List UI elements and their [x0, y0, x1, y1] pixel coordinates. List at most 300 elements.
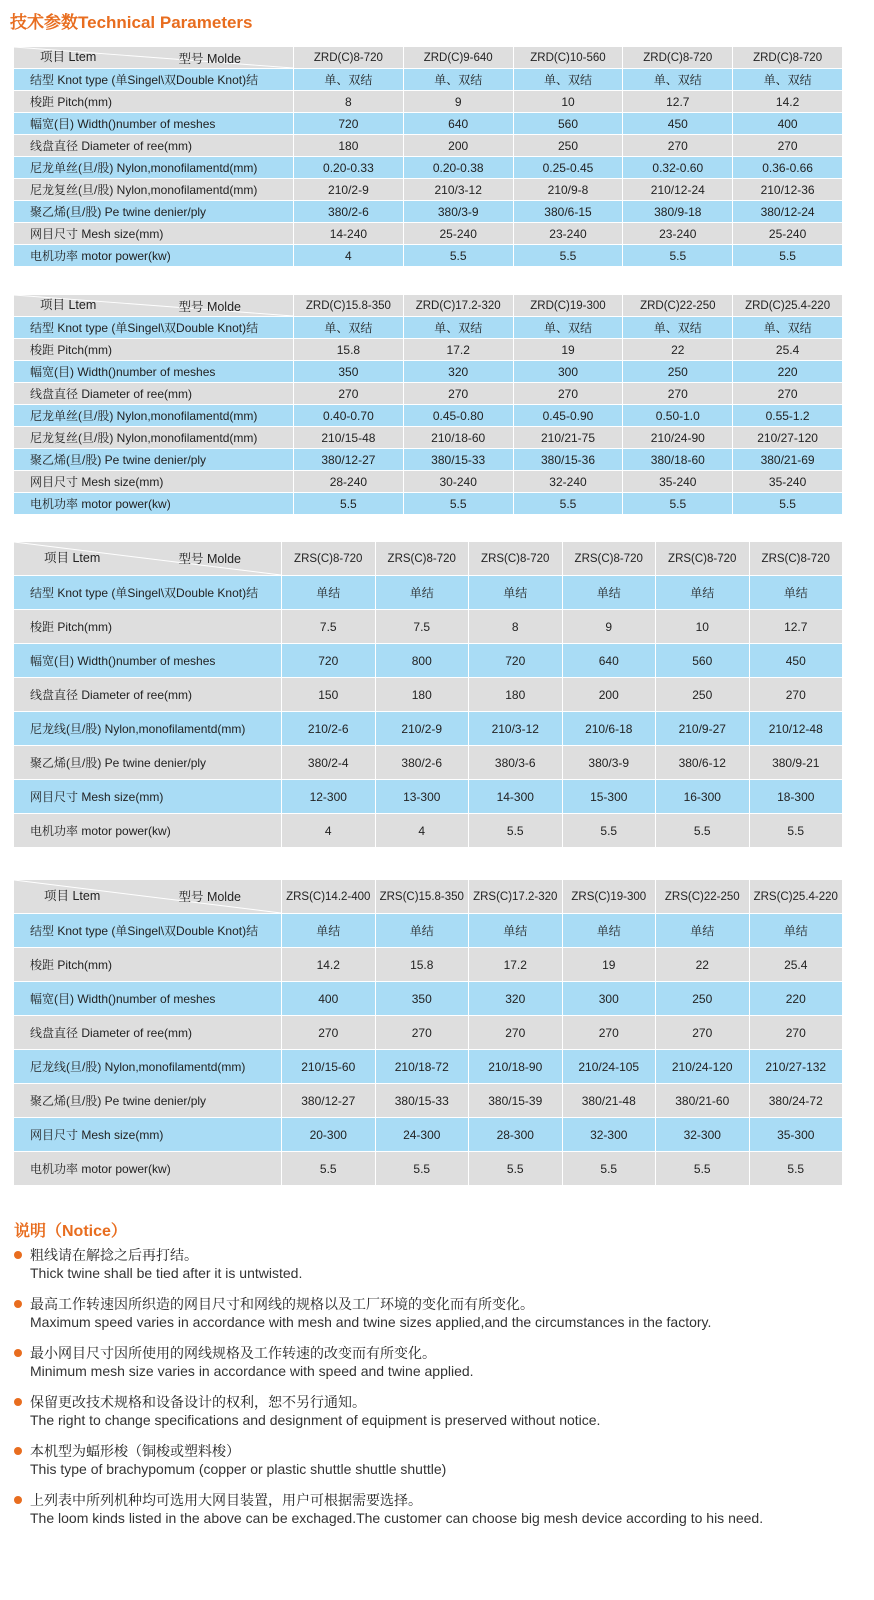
bullet-dot-icon [14, 1398, 22, 1406]
table-cell: 210/15-48 [294, 427, 404, 449]
table-cell: 单结 [282, 576, 376, 610]
table-cell: 单、双结 [403, 317, 513, 339]
table-row [14, 339, 843, 361]
table-cell: 5.5 [403, 493, 513, 515]
table-cell: 210/6-18 [562, 712, 656, 746]
table-cell: 5.5 [469, 814, 563, 848]
model-header: ZRD(C)8-720 [623, 47, 733, 69]
table-cell: 单、双结 [733, 317, 843, 339]
table-cell: 单、双结 [294, 317, 404, 339]
table-cell: 380/21-60 [656, 1084, 750, 1118]
table-row [14, 135, 843, 157]
bullet-dot-icon [14, 1300, 22, 1308]
model-header: ZRD(C)17.2-320 [403, 295, 513, 317]
table-cell: 200 [562, 678, 656, 712]
table-row [14, 427, 843, 449]
table-cell: 30-240 [403, 471, 513, 493]
row-label: 聚乙烯(旦/股) Pe twine denier/ply [14, 449, 294, 471]
row-label: 网目尺寸 Mesh size(mm) [14, 780, 282, 814]
table-cell: 10 [513, 91, 623, 113]
table-cell: 270 [282, 1016, 376, 1050]
table-cell: 12.7 [623, 91, 733, 113]
table-row [14, 449, 843, 471]
table-header-row [14, 542, 843, 576]
row-label: 线盘直径 Diameter of ree(mm) [14, 383, 294, 405]
table-cell: 5.5 [294, 493, 404, 515]
corner-item-label: 项目 Ltem [44, 551, 101, 565]
model-header: ZRD(C)9-640 [403, 47, 513, 69]
table-cell: 9 [403, 91, 513, 113]
table-cell: 210/9-27 [656, 712, 750, 746]
table-cell: 5.5 [623, 245, 733, 267]
table-row [14, 317, 843, 339]
table-cell: 4 [282, 814, 376, 848]
table-cell: 210/21-75 [513, 427, 623, 449]
table-cell: 270 [733, 135, 843, 157]
table-cell: 8 [469, 610, 563, 644]
table-cell: 5.5 [656, 814, 750, 848]
table-cell: 0.36-0.66 [733, 157, 843, 179]
row-label: 尼龙单丝(旦/股) Nylon,monofilamentd(mm) [14, 405, 294, 427]
table-cell: 270 [749, 1016, 843, 1050]
bullet-dot-icon [14, 1349, 22, 1357]
table-cell: 单结 [656, 914, 750, 948]
row-label: 尼龙线(旦/股) Nylon,monofilamentd(mm) [14, 712, 282, 746]
table-row [14, 1016, 843, 1050]
table-cell: 35-300 [749, 1118, 843, 1152]
table-cell: 24-300 [375, 1118, 469, 1152]
row-label: 结型 Knot type (单Singel\双Double Knot)结 [14, 576, 282, 610]
table-cell: 210/3-12 [469, 712, 563, 746]
notice-item [14, 1491, 864, 1527]
model-header: ZRS(C)8-720 [375, 542, 469, 576]
table-cell: 单、双结 [294, 69, 404, 91]
table-cell: 220 [733, 361, 843, 383]
table-header-row [14, 47, 843, 69]
table-cell: 380/15-36 [513, 449, 623, 471]
table-cell: 4 [294, 245, 404, 267]
table-cell: 270 [623, 383, 733, 405]
table-cell: 270 [562, 1016, 656, 1050]
spec-table-3 [13, 541, 843, 848]
corner-model-label: 型号 Molde [178, 300, 241, 314]
table-cell: 210/18-60 [403, 427, 513, 449]
table-cell: 250 [656, 678, 750, 712]
table-cell: 210/24-105 [562, 1050, 656, 1084]
row-label: 梭距 Pitch(mm) [14, 610, 282, 644]
table-cell: 0.55-1.2 [733, 405, 843, 427]
table-cell: 720 [469, 644, 563, 678]
table-cell: 5.5 [623, 493, 733, 515]
table-cell: 380/15-33 [375, 1084, 469, 1118]
notice-zh: 保留更改技术规格和设备设计的权利，恕不另行通知。 [30, 1394, 366, 1410]
table-cell: 380/12-24 [733, 201, 843, 223]
table-cell: 800 [375, 644, 469, 678]
table-row [14, 712, 843, 746]
table-cell: 380/15-39 [469, 1084, 563, 1118]
table-row [14, 814, 843, 848]
table-cell: 380/9-18 [623, 201, 733, 223]
bullet-dot-icon [14, 1251, 22, 1259]
table-cell: 5.5 [403, 245, 513, 267]
table-cell: 210/18-90 [469, 1050, 563, 1084]
table-row [14, 223, 843, 245]
table-cell: 22 [623, 339, 733, 361]
table-row [14, 576, 843, 610]
corner-model-label: 型号 Molde [178, 552, 241, 566]
model-header: ZRS(C)8-720 [469, 542, 563, 576]
table-cell: 32-240 [513, 471, 623, 493]
model-header: ZRS(C)15.8-350 [375, 880, 469, 914]
table-cell: 720 [282, 644, 376, 678]
table-cell: 270 [403, 383, 513, 405]
table-cell: 单、双结 [513, 317, 623, 339]
row-label: 幅宽(目) Width()number of meshes [14, 113, 294, 135]
table-cell: 720 [294, 113, 404, 135]
corner-cell [14, 542, 282, 576]
table-cell: 0.20-0.33 [294, 157, 404, 179]
table-cell: 180 [469, 678, 563, 712]
table-cell: 0.32-0.60 [623, 157, 733, 179]
table-cell: 单结 [656, 576, 750, 610]
table-cell: 380/2-6 [294, 201, 404, 223]
table-cell: 5.5 [733, 493, 843, 515]
row-label: 幅宽(目) Width()number of meshes [14, 361, 294, 383]
table-row [14, 69, 843, 91]
table-cell: 0.20-0.38 [403, 157, 513, 179]
notice-item [14, 1246, 864, 1282]
row-label: 电机功率 motor power(kw) [14, 1152, 282, 1186]
table-cell: 380/2-6 [375, 746, 469, 780]
row-label: 尼龙单丝(旦/股) Nylon,monofilamentd(mm) [14, 157, 294, 179]
table-row [14, 1118, 843, 1152]
row-label: 结型 Knot type (单Singel\双Double Knot)结 [14, 914, 282, 948]
spec-table-4 [13, 879, 843, 1186]
model-header: ZRD(C)19-300 [513, 295, 623, 317]
table-cell: 250 [623, 361, 733, 383]
row-label: 结型 Knot type (单Singel\双Double Knot)结 [14, 317, 294, 339]
table-cell: 单结 [282, 914, 376, 948]
table-cell: 32-300 [656, 1118, 750, 1152]
table-cell: 7.5 [375, 610, 469, 644]
table-cell: 7.5 [282, 610, 376, 644]
table-cell: 300 [562, 982, 656, 1016]
notice-item [14, 1393, 864, 1429]
model-header: ZRS(C)8-720 [282, 542, 376, 576]
row-label: 聚乙烯(旦/股) Pe twine denier/ply [14, 201, 294, 223]
table-row [14, 201, 843, 223]
table-cell: 15.8 [375, 948, 469, 982]
table-cell: 380/12-27 [282, 1084, 376, 1118]
table-row [14, 91, 843, 113]
notice-en: This type of brachypomum (copper or plastic shuttle shuttle shuttle) [30, 1461, 447, 1477]
model-header: ZRD(C)25.4-220 [733, 295, 843, 317]
table-cell: 19 [562, 948, 656, 982]
table-cell: 210/9-8 [513, 179, 623, 201]
row-label: 聚乙烯(旦/股) Pe twine denier/ply [14, 746, 282, 780]
table-cell: 9 [562, 610, 656, 644]
table-cell: 400 [733, 113, 843, 135]
table-cell: 5.5 [733, 245, 843, 267]
table-cell: 380/21-69 [733, 449, 843, 471]
table-cell: 23-240 [623, 223, 733, 245]
table-cell: 单、双结 [733, 69, 843, 91]
table-cell: 19 [513, 339, 623, 361]
row-label: 尼龙复丝(旦/股) Nylon,monofilamentd(mm) [14, 427, 294, 449]
table-cell: 450 [623, 113, 733, 135]
table-row [14, 780, 843, 814]
corner-item-label: 项目 Ltem [40, 50, 97, 64]
table-cell: 0.25-0.45 [513, 157, 623, 179]
table-cell: 15-300 [562, 780, 656, 814]
notice-list [14, 1246, 864, 1540]
notice-item [14, 1295, 864, 1331]
table-cell: 14.2 [282, 948, 376, 982]
notice-item [14, 1442, 864, 1478]
table-cell: 28-240 [294, 471, 404, 493]
table-row [14, 982, 843, 1016]
notice-en: The loom kinds listed in the above can be exchaged.The customer can choose big mesh device according to his need. [30, 1510, 764, 1526]
table-cell: 210/12-24 [623, 179, 733, 201]
table-cell: 单结 [562, 576, 656, 610]
table-cell: 380/3-9 [403, 201, 513, 223]
model-header: ZRS(C)14.2-400 [282, 880, 376, 914]
table-cell: 270 [733, 383, 843, 405]
table-cell: 20-300 [282, 1118, 376, 1152]
row-label: 梭距 Pitch(mm) [14, 948, 282, 982]
table-cell: 210/2-6 [282, 712, 376, 746]
table-row [14, 471, 843, 493]
row-label: 梭距 Pitch(mm) [14, 339, 294, 361]
row-label: 网目尺寸 Mesh size(mm) [14, 223, 294, 245]
table-cell: 400 [282, 982, 376, 1016]
table-cell: 单结 [749, 914, 843, 948]
table-cell: 150 [282, 678, 376, 712]
table-cell: 5.5 [513, 245, 623, 267]
spec-table-1 [13, 46, 843, 267]
table-cell: 18-300 [749, 780, 843, 814]
table-row [14, 1152, 843, 1186]
table-row [14, 678, 843, 712]
row-label: 电机功率 motor power(kw) [14, 814, 282, 848]
bullet-dot-icon [14, 1447, 22, 1455]
table-row [14, 914, 843, 948]
model-header: ZRD(C)22-250 [623, 295, 733, 317]
table-cell: 210/2-9 [375, 712, 469, 746]
table-cell: 380/3-9 [562, 746, 656, 780]
notice-zh: 最高工作转速因所织造的网目尺寸和网线的规格以及工厂环境的变化而有所变化。 [30, 1296, 534, 1312]
table-cell: 270 [469, 1016, 563, 1050]
table-cell: 16-300 [656, 780, 750, 814]
row-label: 电机功率 motor power(kw) [14, 245, 294, 267]
table-header-row [14, 880, 843, 914]
notice-en: Thick twine shall be tied after it is untwisted. [30, 1265, 303, 1281]
table-cell: 22 [656, 948, 750, 982]
table-cell: 210/27-120 [733, 427, 843, 449]
table-row [14, 746, 843, 780]
table-cell: 270 [294, 383, 404, 405]
table-row [14, 610, 843, 644]
table-cell: 200 [403, 135, 513, 157]
table-cell: 14-240 [294, 223, 404, 245]
table-cell: 17.2 [469, 948, 563, 982]
notice-en: The right to change specifications and designment of equipment is preserved without notice. [30, 1412, 601, 1428]
table-cell: 单、双结 [513, 69, 623, 91]
table-cell: 5.5 [375, 1152, 469, 1186]
model-header: ZRD(C)15.8-350 [294, 295, 404, 317]
table-cell: 0.45-0.90 [513, 405, 623, 427]
table-cell: 0.50-1.0 [623, 405, 733, 427]
table-row [14, 245, 843, 267]
row-label: 电机功率 motor power(kw) [14, 493, 294, 515]
row-label: 尼龙复丝(旦/股) Nylon,monofilamentd(mm) [14, 179, 294, 201]
row-label: 幅宽(目) Width()number of meshes [14, 644, 282, 678]
table-cell: 350 [294, 361, 404, 383]
table-cell: 单结 [375, 576, 469, 610]
table-cell: 380/12-27 [294, 449, 404, 471]
table-row [14, 361, 843, 383]
spec-table-2 [13, 294, 843, 515]
table-cell: 单结 [562, 914, 656, 948]
page-title: 技术参数Technical Parameters [10, 13, 253, 32]
table-row [14, 113, 843, 135]
table-row [14, 179, 843, 201]
table-cell: 35-240 [733, 471, 843, 493]
table-cell: 32-300 [562, 1118, 656, 1152]
row-label: 聚乙烯(旦/股) Pe twine denier/ply [14, 1084, 282, 1118]
table-cell: 450 [749, 644, 843, 678]
table-row [14, 1050, 843, 1084]
model-header: ZRS(C)25.4-220 [749, 880, 843, 914]
table-cell: 380/6-12 [656, 746, 750, 780]
notice-en: Minimum mesh size varies in accordance with speed and twine applied. [30, 1363, 474, 1379]
table-cell: 210/2-9 [294, 179, 404, 201]
table-cell: 380/2-4 [282, 746, 376, 780]
table-cell: 210/12-36 [733, 179, 843, 201]
model-header: ZRS(C)22-250 [656, 880, 750, 914]
table-cell: 17.2 [403, 339, 513, 361]
table-cell: 单、双结 [623, 317, 733, 339]
table-cell: 25-240 [733, 223, 843, 245]
row-label: 网目尺寸 Mesh size(mm) [14, 471, 294, 493]
table-cell: 0.40-0.70 [294, 405, 404, 427]
table-cell: 300 [513, 361, 623, 383]
table-cell: 5.5 [562, 1152, 656, 1186]
table-cell: 单、双结 [403, 69, 513, 91]
table-cell: 25.4 [733, 339, 843, 361]
table-cell: 15.8 [294, 339, 404, 361]
table-cell: 270 [375, 1016, 469, 1050]
table-cell: 380/6-15 [513, 201, 623, 223]
table-cell: 13-300 [375, 780, 469, 814]
table-cell: 640 [403, 113, 513, 135]
table-cell: 5.5 [656, 1152, 750, 1186]
corner-cell [14, 295, 294, 317]
table-cell: 210/27-132 [749, 1050, 843, 1084]
table-cell: 380/9-21 [749, 746, 843, 780]
table-cell: 12-300 [282, 780, 376, 814]
row-label: 结型 Knot type (单Singel\双Double Knot)结 [14, 69, 294, 91]
table-cell: 270 [513, 383, 623, 405]
table-cell: 0.45-0.80 [403, 405, 513, 427]
table-cell: 25-240 [403, 223, 513, 245]
row-label: 幅宽(目) Width()number of meshes [14, 982, 282, 1016]
table-cell: 560 [656, 644, 750, 678]
table-cell: 560 [513, 113, 623, 135]
table-cell: 320 [469, 982, 563, 1016]
table-cell: 10 [656, 610, 750, 644]
table-row [14, 405, 843, 427]
table-cell: 5.5 [469, 1152, 563, 1186]
table-cell: 12.7 [749, 610, 843, 644]
table-row [14, 383, 843, 405]
table-cell: 210/15-60 [282, 1050, 376, 1084]
table-cell: 35-240 [623, 471, 733, 493]
table-cell: 单结 [375, 914, 469, 948]
table-cell: 28-300 [469, 1118, 563, 1152]
table-cell: 14.2 [733, 91, 843, 113]
notice-zh: 粗线请在解捻之后再打结。 [30, 1247, 198, 1263]
table-cell: 180 [294, 135, 404, 157]
corner-model-label: 型号 Molde [178, 52, 241, 66]
table-cell: 380/24-72 [749, 1084, 843, 1118]
row-label: 线盘直径 Diameter of ree(mm) [14, 678, 282, 712]
table-cell: 5.5 [749, 814, 843, 848]
table-cell: 5.5 [282, 1152, 376, 1186]
model-header: ZRD(C)10-560 [513, 47, 623, 69]
table-row [14, 644, 843, 678]
table-cell: 5.5 [513, 493, 623, 515]
notice-zh: 最小网目尺寸因所使用的网线规格及工作转速的改变而有所变化。 [30, 1345, 436, 1361]
table-cell: 单结 [469, 576, 563, 610]
row-label: 网目尺寸 Mesh size(mm) [14, 1118, 282, 1152]
table-cell: 210/18-72 [375, 1050, 469, 1084]
table-cell: 640 [562, 644, 656, 678]
corner-model-label: 型号 Molde [178, 890, 241, 904]
notice-en: Maximum speed varies in accordance with mesh and twine sizes applied,and the circumstances in the factory. [30, 1314, 712, 1330]
table-row [14, 1084, 843, 1118]
table-cell: 14-300 [469, 780, 563, 814]
row-label: 线盘直径 Diameter of ree(mm) [14, 1016, 282, 1050]
table-cell: 25.4 [749, 948, 843, 982]
notice-item [14, 1344, 864, 1380]
row-label: 尼龙线(旦/股) Nylon,monofilamentd(mm) [14, 1050, 282, 1084]
table-cell: 270 [656, 1016, 750, 1050]
model-header: ZRS(C)19-300 [562, 880, 656, 914]
notice-zh: 本机型为蝠形梭（铜梭或塑料梭） [30, 1443, 240, 1459]
table-header-row [14, 295, 843, 317]
table-cell: 210/3-12 [403, 179, 513, 201]
model-header: ZRS(C)17.2-320 [469, 880, 563, 914]
table-row [14, 493, 843, 515]
table-row [14, 157, 843, 179]
table-cell: 250 [513, 135, 623, 157]
table-cell: 5.5 [562, 814, 656, 848]
table-cell: 单结 [749, 576, 843, 610]
table-cell: 单结 [469, 914, 563, 948]
model-header: ZRS(C)8-720 [749, 542, 843, 576]
table-cell: 单、双结 [623, 69, 733, 91]
notice-title: 说明（Notice） [14, 1223, 127, 1240]
row-label: 线盘直径 Diameter of ree(mm) [14, 135, 294, 157]
table-cell: 250 [656, 982, 750, 1016]
notice-zh: 上列表中所列机种均可选用大网目装置，用户可根据需要选择。 [30, 1492, 422, 1508]
table-cell: 5.5 [749, 1152, 843, 1186]
table-row [14, 948, 843, 982]
table-cell: 380/15-33 [403, 449, 513, 471]
model-header: ZRS(C)8-720 [562, 542, 656, 576]
corner-cell [14, 47, 294, 69]
